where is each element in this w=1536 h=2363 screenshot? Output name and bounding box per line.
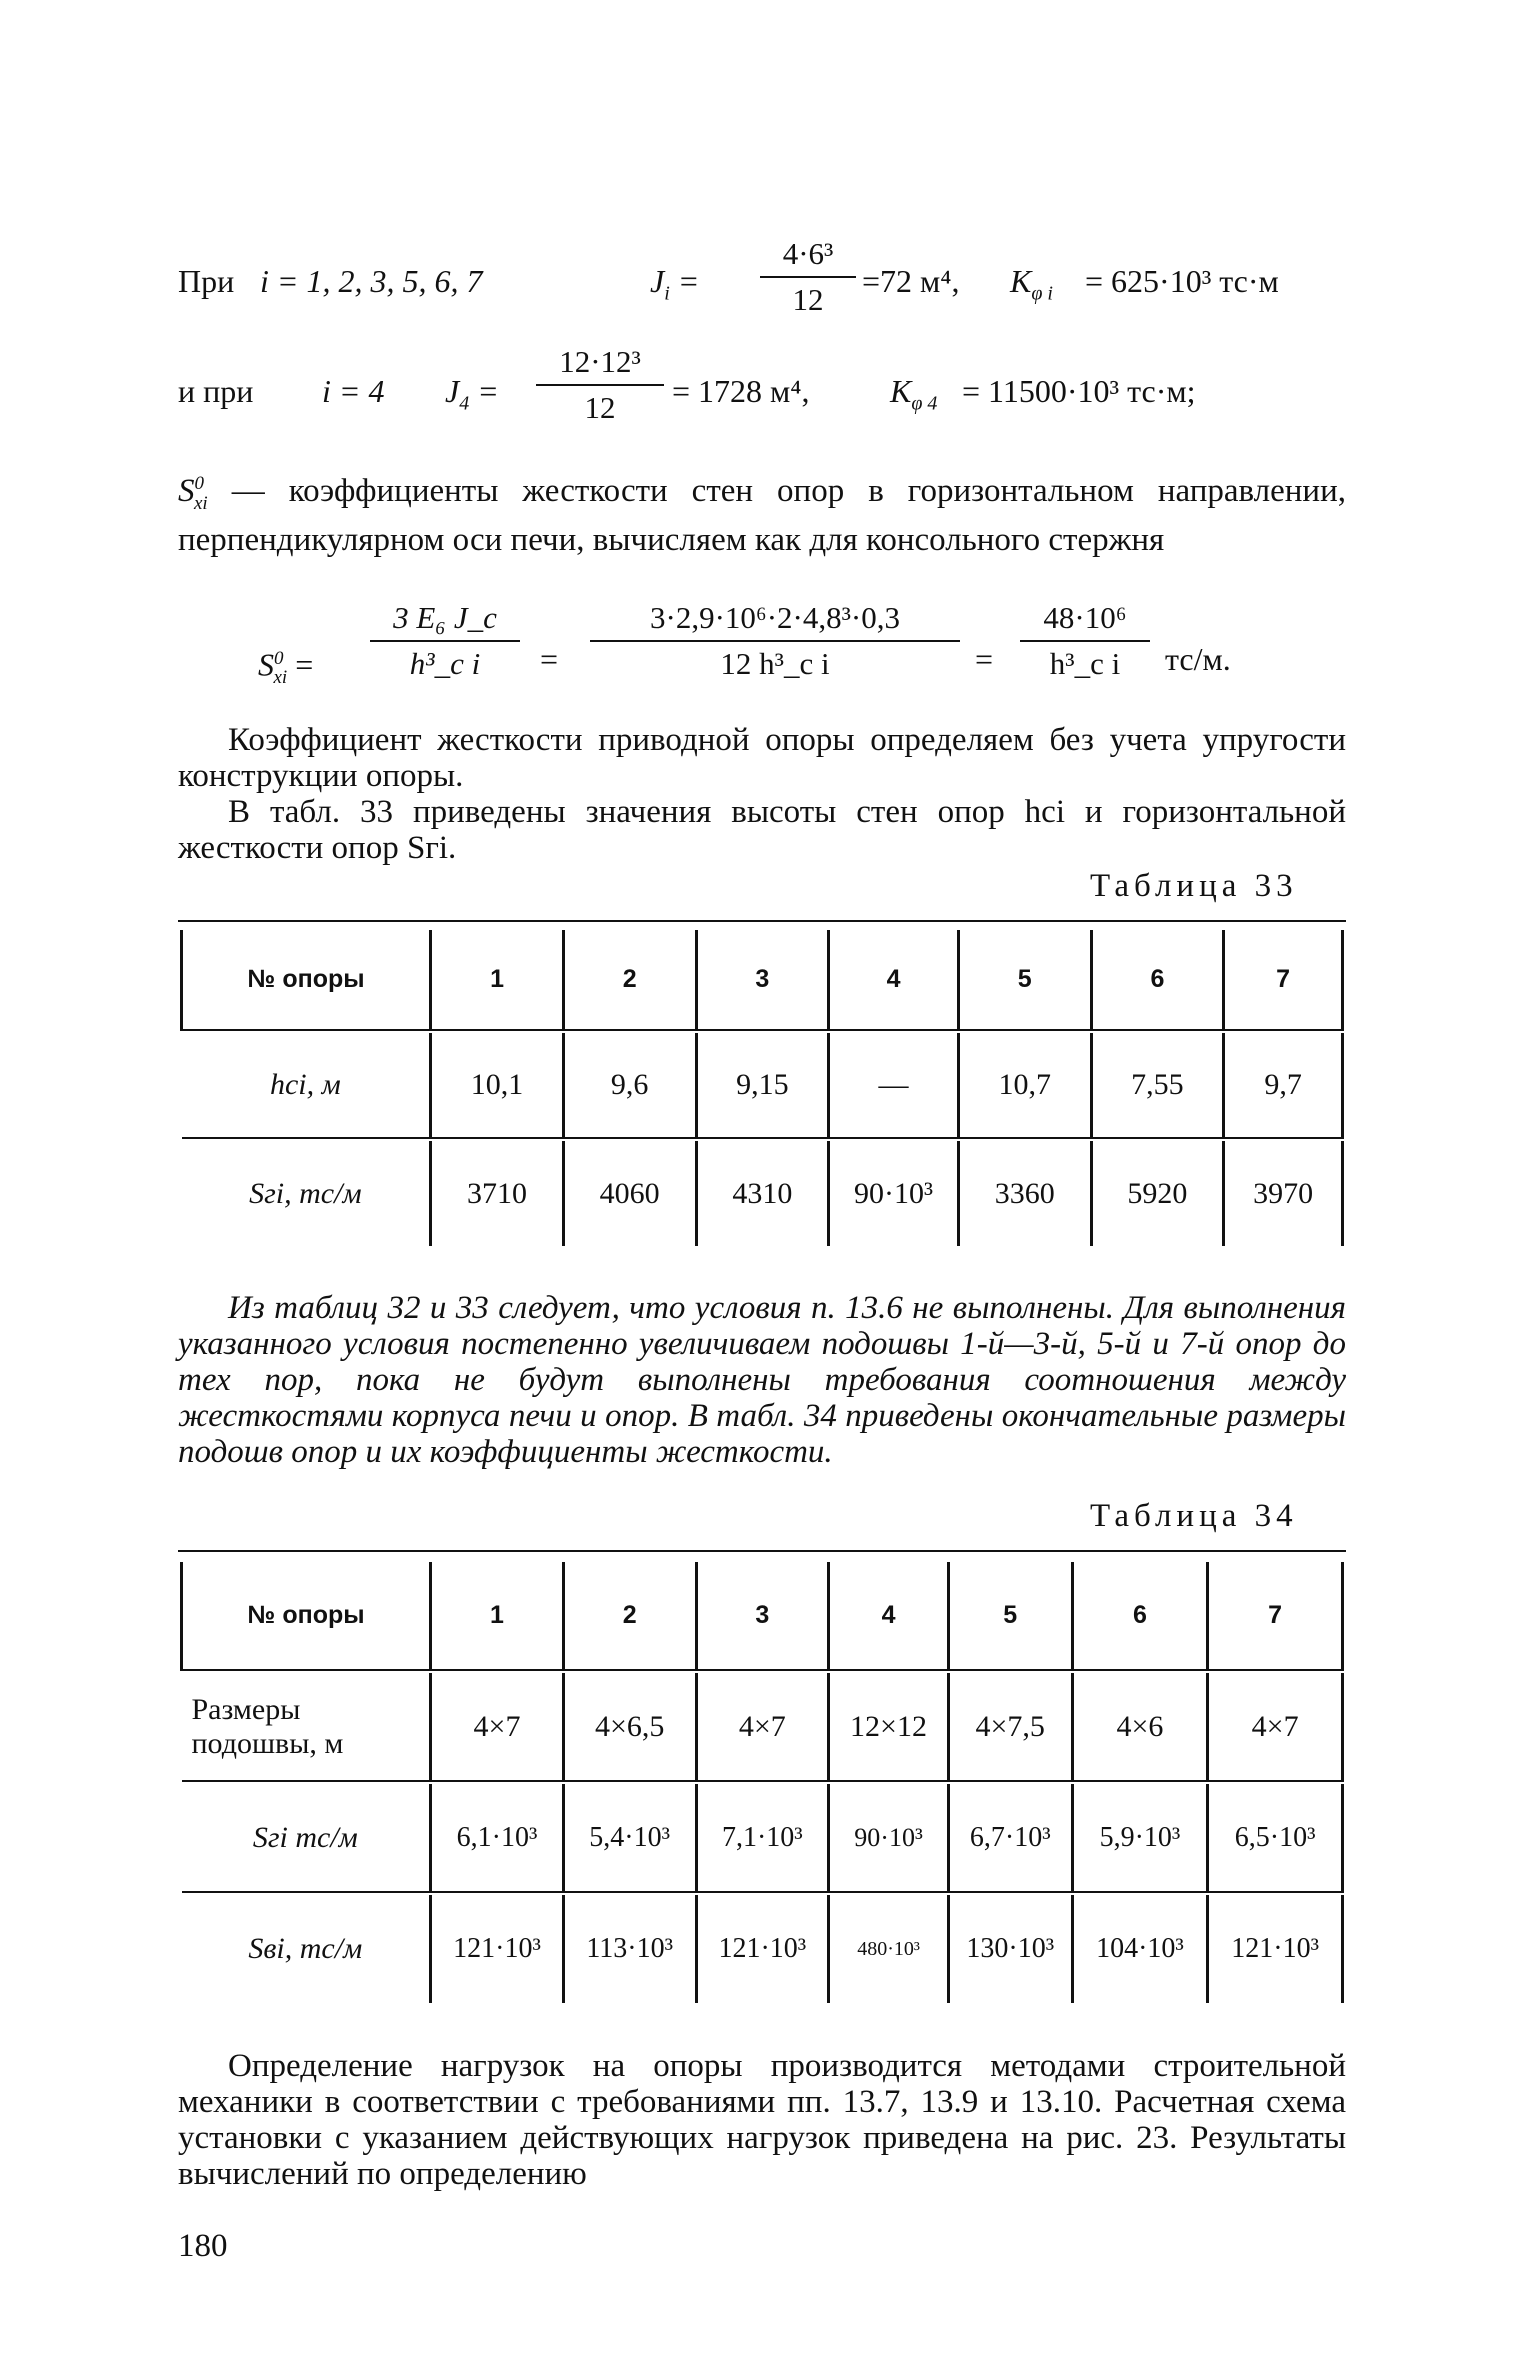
table34-row-label: Sгi тс/м [252,1820,358,1854]
table-cell: 480·10³ [829,1895,949,2003]
table-cell: 4×7 [431,1673,564,1781]
table-cell: 7,55 [1091,1033,1224,1138]
table-cell: 5,4·10³ [563,1784,696,1892]
table-cell: 9,6 [563,1033,696,1138]
table-cell: 104·10³ [1072,1895,1208,2003]
table-cell: 4×7,5 [948,1673,1072,1781]
formula1-intro: При [178,263,235,299]
table34-row-label: Sвi, тс/м [248,1932,363,1965]
table-cell: 10,1 [431,1033,564,1138]
table-cell: 113·10³ [563,1895,696,2003]
paragraph-coefficient: Коэффициент жесткости приводной опоры определяем без учета упругости конструкции опоры. [178,722,1346,794]
table34 [180,1562,1344,2003]
formula2-result: = 1728 м⁴, [672,373,810,409]
table-cell: 3710 [431,1141,564,1246]
table-cell: 7,1·10³ [696,1784,829,1892]
table33-header-row [182,930,1343,1030]
table-cell: 4×6 [1072,1673,1208,1781]
table33-caption: Таблица 33 [1090,868,1298,904]
table-row [182,1895,1343,2003]
formula3-fraction3: 48·10⁶ h³_c i [1020,600,1150,682]
formula3-eq1: = [540,641,559,677]
table-cell: 121·10³ [696,1895,829,2003]
table-cell: 90·10³ [829,1784,949,1892]
table33-top-rule [178,920,1346,922]
table-cell: 5,9·10³ [1072,1784,1208,1892]
formula1-k: $K_{\varphi i}$ [1010,263,1053,305]
table-cell: 6,7·10³ [948,1784,1072,1892]
table-cell: 3970 [1224,1141,1343,1246]
table-cell: 9,15 [696,1033,829,1138]
table-cell: 121·10³ [1208,1895,1343,2003]
formula2-lhs: $J_4$ = [445,373,499,415]
table-cell: 4×6,5 [563,1673,696,1781]
formula2-k-value: = 11500·10³ тс·м; [962,373,1196,409]
formula3-unit: тс/м. [1165,641,1231,677]
table-cell: 6,1·10³ [431,1784,564,1892]
table34-header-cell: 7 [1208,1562,1343,1670]
formula2-condition: i = 4 [322,373,385,409]
table-cell: 4×7 [696,1673,829,1781]
formula3-eq2: = [975,641,994,677]
formula2-intro: и при [178,373,254,409]
table34-top-rule [178,1550,1346,1552]
table34-header-cell: 6 [1072,1562,1208,1670]
table33-header-cell: 6 [1091,930,1224,1030]
table33-header-cell: 2 [563,930,696,1030]
table33-header-cell: 4 [829,930,959,1030]
table33-header-cell: 7 [1224,930,1343,1030]
formula2-k: $K_{\varphi 4}$ [890,373,938,415]
table33 [180,930,1344,1246]
table33-row-label: Sгi, тс/м [249,1176,362,1210]
paragraph-table33-intro: В табл. 33 приведены значения высоты стен опор hci и горизонтальной жесткости опор Sгi. [178,794,1346,866]
table-cell: 4310 [696,1141,829,1246]
paragraph-loads: Определение нагрузок на опоры производится методами строительной механики в соответствии с требованиями пп. 13.7, 13.9 и 13.10. Расчетная схема установки с указанием действующих нагрузок приведена на рис. 23. Результаты вычислений по определению [178,2048,1346,2192]
formula2-fraction: 12·12³ 12 [536,344,664,426]
table-row [182,1141,1343,1246]
table-row [182,1784,1343,1892]
table34-header-cell: 1 [431,1562,564,1670]
table34-header-row [182,1562,1343,1670]
paragraph-conclusion: Из таблиц 32 и 33 следует, что условия п. 13.6 не выполнены. Для выполнения указанного условия постепенно увеличиваем подошвы 1-й—3-й, 5-й и 7-й опор до тех пор, пока не будут выполнены требования соотношения между жесткостями корпуса печи и опор. В табл. 34 приведены окончательные размеры подошв опор и их коэффициенты жесткости. [178,1290,1346,1470]
table34-header-cell: 5 [948,1562,1072,1670]
formula1-k-value: = 625·10³ тс·м [1085,263,1279,299]
table34-header-cell: 4 [829,1562,949,1670]
table34-row-label: Размеры подошвы, м [191,1692,344,1760]
table-cell: 4060 [563,1141,696,1246]
table-cell: 6,5·10³ [1208,1784,1343,1892]
table-cell: 121·10³ [431,1895,564,2003]
table-cell: 3360 [958,1141,1091,1246]
table33-row-label: hci, м [269,1068,341,1101]
formula3-lhs: $S^0_{xi}$ = [258,646,314,689]
table-cell: 4×7 [1208,1673,1343,1781]
table-cell: 10,7 [958,1033,1091,1138]
table34-header-cell: 3 [696,1562,829,1670]
table33-header-cell: 3 [696,930,829,1030]
table-cell: — [829,1033,959,1138]
table34-header-cell: 2 [563,1562,696,1670]
table33-header-cell: 5 [958,930,1091,1030]
table-cell: 12×12 [829,1673,949,1781]
formula1-result: =72 м⁴, [862,263,960,299]
s0-symbol: $S^0_{xi}$ [178,473,208,514]
table-cell: 90·10³ [829,1141,959,1246]
table34-header-label: № опоры [182,1562,431,1670]
table-cell: 5920 [1091,1141,1224,1246]
formula1-lhs: $J_i$ = [650,263,700,305]
formula3-fraction1: 3 E₆ J_c h³_c i [370,600,520,682]
table33-header-cell: 1 [431,930,564,1030]
table34-caption: Таблица 34 [1090,1498,1298,1534]
table33-header-label: № опоры [182,930,431,1030]
table-row [182,1033,1343,1138]
table-cell: 130·10³ [948,1895,1072,2003]
table-row [182,1673,1343,1781]
page-number: 180 [178,2228,228,2264]
paragraph-s0: $S^0_{xi}$ — коэффициенты жесткости стен опор в горизонтальном направлении, перпендикулярном оси печи, вычисляем как для консольного стержня [178,473,1346,558]
formula3-fraction2: 3·2,9·10⁶·2·4,8³·0,3 12 h³_c i [590,600,960,682]
formula1-fraction: 4·6³ 12 [760,236,856,318]
table-cell: 9,7 [1224,1033,1343,1138]
formula1-condition: i = 1, 2, 3, 5, 6, 7 [260,263,483,299]
